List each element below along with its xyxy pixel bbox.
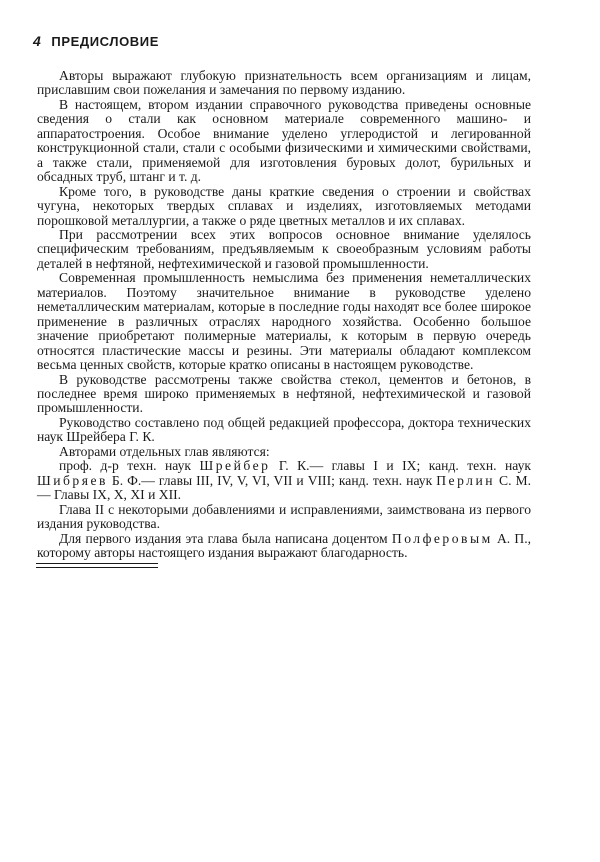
- authors-mid-1: Г. К.— главы I и IX; канд. техн. наук: [278, 458, 532, 474]
- authors-end: С. М.— Главы IX, X, XI и XII.: [37, 472, 531, 503]
- paragraph-steel: В настоящем, втором издании справочного руководства приведены основные сведения о стали как основном материале современного машино- и аппаратостроения. Особое внимание уделено углеродистой и легированной конструкционной стали, стали с особыми физическими и химическими свойствами, а также стали, применяемой для изготовления буровых долот, бурильных и обсадных труб, штанг и т. д.: [37, 96, 531, 185]
- paragraph-oil-industry: При рассмотрении всех этих вопросов основное внимание уделялось специфическим требованиям, предъявляемым к своеобразным условиям работы деталей в нефтяной, нефтехимической и газовой промышленности.: [37, 226, 531, 271]
- author-name-shibryaev: Шибряев: [37, 472, 108, 488]
- paragraph-nonmetallic: Современная промышленность немыслима без применения неметаллических материалов. Поэтому значительное внимание в руководстве уделено неметаллическим материалам, которые в последние годы находят все более широкое применение в различных отраслях народного хозяйства. Особенно большое значение приобретают полимерные материалы, к которым в первую очередь относятся пластические массы и резины. Эти материалы обладают комплексом весьма ценных свойств, которые кратко описаны в настоящем руководстве.: [37, 270, 531, 373]
- first-edition-pre: Для первого издания эта глава была написана доцентом: [59, 530, 388, 546]
- page-number: 4: [33, 33, 42, 49]
- paragraph-first-edition: [37, 532, 531, 561]
- paragraph-authors-intro: Авторами отдельных глав являются:: [59, 443, 270, 459]
- author-name-shreiber: Шрейбер: [199, 458, 271, 474]
- section-title: ПРЕДИСЛОВИЕ: [51, 34, 159, 49]
- author-name-polferov: Полферовым: [391, 530, 493, 546]
- paragraph-chapter-two: Глава II с некоторыми добавлениями и исправлениями, заимствована из первого издания руководства.: [37, 501, 531, 532]
- footer-rule-bottom: [36, 567, 158, 568]
- authors-mid-2: Б. Ф.— главы III, IV, V, VI, VII и VIII; канд. техн. наук: [111, 472, 433, 488]
- paragraph-glass-cement: В руководстве рассмотрены также свойства стекол, цементов и бетонов, в последнее время широко применяемых в нефтяной, нефтехимической и газовой промышленности.: [37, 371, 531, 416]
- preface-body: [37, 69, 531, 560]
- paragraph-acknowledgement: Авторы выражают глубокую признательность всем организациям и лицам, приславшим свои пожелания и замечания по первому изданию.: [37, 68, 531, 98]
- authors-pre: проф. д-р техн. наук: [59, 458, 192, 474]
- first-edition-end: А. П., которому авторы настоящего издания выражают благодарность.: [37, 530, 532, 560]
- author-name-perlin: Перлин: [436, 472, 496, 488]
- paragraph-authors-list: [37, 459, 531, 502]
- running-head: [33, 33, 159, 49]
- footer-rule-top: [36, 563, 158, 564]
- paragraph-cast-iron: Кроме того, в руководстве даны краткие сведения о строении и свойствах чугуна, некоторых твердых сплавах и изделиях, изготовляемых методами порошковой металлургии, а также о ряде цветных металлов и их сплавах.: [37, 183, 531, 228]
- paragraph-editor: Руководство составлено под общей редакцией профессора, доктора технических наук Шрейбера Г. К.: [37, 414, 531, 445]
